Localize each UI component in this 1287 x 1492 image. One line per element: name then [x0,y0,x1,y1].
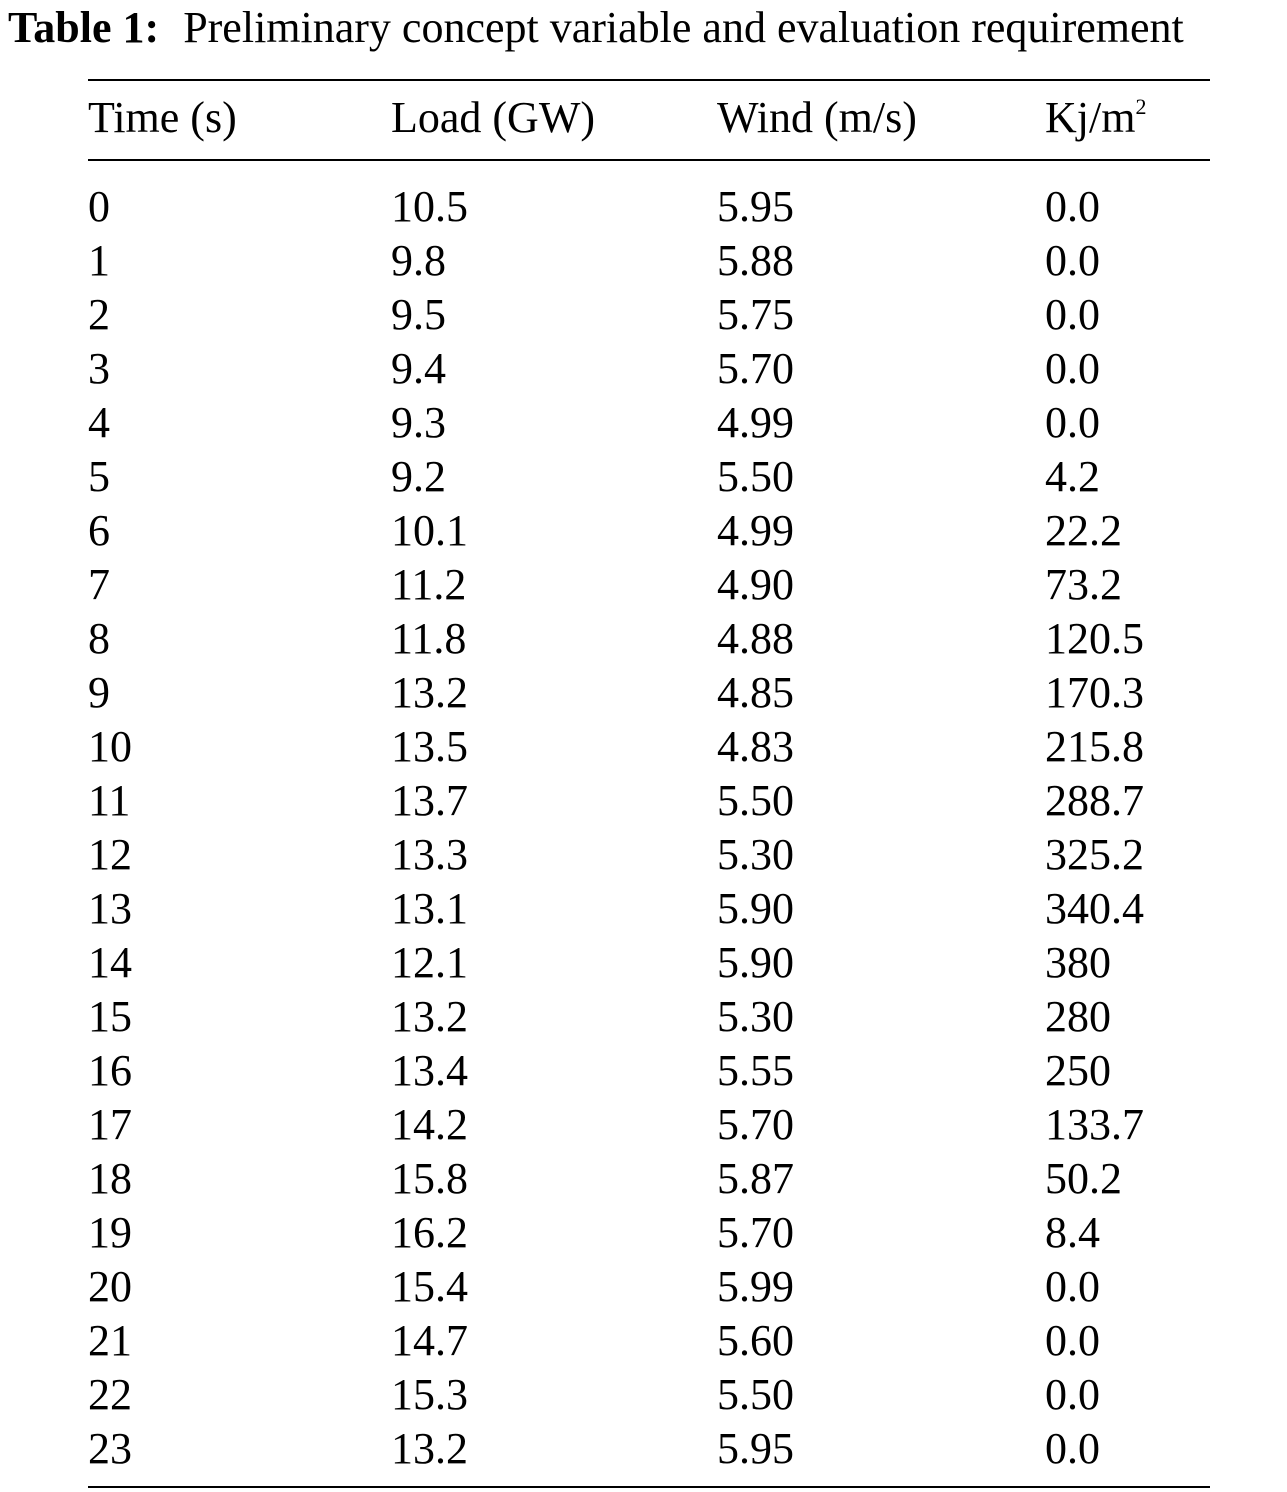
cell-energy: 288.7 [1045,776,1144,825]
cell-time: 10 [88,722,132,771]
table-top-rule [88,79,1210,81]
cell-energy: 340.4 [1045,884,1144,933]
table-row [0,720,1287,774]
cell-wind: 4.99 [717,398,794,447]
cell-energy: 215.8 [1045,722,1144,771]
table-bottom-rule [88,1486,1210,1488]
column-header-time [88,90,237,146]
table-row [0,882,1287,936]
cell-load: 12.1 [391,938,468,987]
cell-wind: 4.85 [717,668,794,717]
cell-wind: 4.88 [717,614,794,663]
cell-wind: 5.50 [717,452,794,501]
cell-time: 9 [88,668,110,717]
cell-load: 13.4 [391,1046,468,1095]
cell-time: 5 [88,452,110,501]
cell-time: 7 [88,560,110,609]
cell-energy: 120.5 [1045,614,1144,663]
cell-energy: 0.0 [1045,1424,1100,1473]
table-row [0,936,1287,990]
cell-load: 13.1 [391,884,468,933]
cell-time: 14 [88,938,132,987]
cell-time: 1 [88,236,110,285]
table-header-rule [88,159,1210,161]
cell-time: 12 [88,830,132,879]
cell-load: 13.2 [391,668,468,717]
table-row [0,774,1287,828]
cell-energy: 250 [1045,1046,1111,1095]
cell-load: 16.2 [391,1208,468,1257]
cell-wind: 5.90 [717,884,794,933]
cell-wind: 5.87 [717,1154,794,1203]
cell-load: 11.8 [391,614,467,663]
cell-energy: 4.2 [1045,452,1100,501]
table-row [0,396,1287,450]
table-row [0,288,1287,342]
cell-energy: 170.3 [1045,668,1144,717]
cell-load: 13.7 [391,776,468,825]
cell-time: 23 [88,1424,132,1473]
cell-energy: 380 [1045,938,1111,987]
cell-time: 20 [88,1262,132,1311]
column-header-time-text: Time (s) [88,93,237,142]
cell-load: 9.5 [391,290,446,339]
table-row [0,450,1287,504]
table-row [0,1206,1287,1260]
cell-wind: 5.30 [717,992,794,1041]
table-row [0,990,1287,1044]
cell-time: 0 [88,182,110,231]
cell-wind: 5.90 [717,938,794,987]
cell-time: 19 [88,1208,132,1257]
table-row [0,180,1287,234]
table-caption [8,0,1184,56]
cell-time: 16 [88,1046,132,1095]
column-header-load-text: Load (GW) [391,93,596,142]
cell-wind: 5.95 [717,182,794,231]
table-row [0,828,1287,882]
cell-load: 13.5 [391,722,468,771]
table-row [0,342,1287,396]
table-row [0,1368,1287,1422]
cell-wind: 5.95 [717,1424,794,1473]
cell-time: 11 [88,776,131,825]
cell-load: 9.3 [391,398,446,447]
table-row [0,504,1287,558]
cell-time: 22 [88,1370,132,1419]
cell-time: 8 [88,614,110,663]
cell-time: 15 [88,992,132,1041]
column-header-wind-text: Wind (m/s) [717,93,917,142]
cell-load: 13.3 [391,830,468,879]
table-row [0,612,1287,666]
cell-wind: 4.99 [717,506,794,555]
cell-time: 2 [88,290,110,339]
table-row [0,666,1287,720]
cell-energy: 0.0 [1045,1370,1100,1419]
cell-wind: 5.70 [717,1100,794,1149]
cell-wind: 5.55 [717,1046,794,1095]
cell-wind: 5.50 [717,1370,794,1419]
table-row [0,1260,1287,1314]
cell-energy: 0.0 [1045,398,1100,447]
cell-wind: 5.70 [717,1208,794,1257]
cell-wind: 5.30 [717,830,794,879]
column-header-energy [1045,90,1146,146]
column-header-energy-superscript: 2 [1135,94,1147,119]
column-header-load [391,90,595,146]
cell-energy: 0.0 [1045,344,1100,393]
cell-wind: 5.75 [717,290,794,339]
table-caption-text: Preliminary concept variable and evaluation requirement [183,3,1184,52]
cell-energy: 73.2 [1045,560,1122,609]
cell-load: 15.4 [391,1262,468,1311]
table-row [0,1098,1287,1152]
cell-load: 13.2 [391,992,468,1041]
cell-wind: 4.90 [717,560,794,609]
cell-energy: 325.2 [1045,830,1144,879]
table-body [0,180,1287,1476]
cell-wind: 5.88 [717,236,794,285]
table-row [0,1422,1287,1476]
table-row [0,1314,1287,1368]
cell-time: 21 [88,1316,132,1365]
cell-energy: 133.7 [1045,1100,1144,1149]
cell-load: 9.2 [391,452,446,501]
cell-wind: 5.99 [717,1262,794,1311]
cell-load: 14.7 [391,1316,468,1365]
cell-load: 10.5 [391,182,468,231]
cell-energy: 0.0 [1045,236,1100,285]
cell-load: 9.4 [391,344,446,393]
cell-time: 17 [88,1100,132,1149]
column-header-wind [717,90,917,146]
cell-wind: 5.60 [717,1316,794,1365]
cell-load: 15.3 [391,1370,468,1419]
column-header-energy-text: Kj/m [1045,93,1136,142]
cell-load: 9.8 [391,236,446,285]
cell-load: 10.1 [391,506,468,555]
cell-time: 6 [88,506,110,555]
cell-energy: 0.0 [1045,1262,1100,1311]
table-row [0,234,1287,288]
cell-energy: 280 [1045,992,1111,1041]
cell-energy: 0.0 [1045,1316,1100,1365]
cell-energy: 0.0 [1045,182,1100,231]
cell-wind: 5.50 [717,776,794,825]
cell-load: 14.2 [391,1100,468,1149]
cell-wind: 5.70 [717,344,794,393]
table-row [0,1152,1287,1206]
table-caption-label: Table 1: [8,3,160,52]
cell-time: 3 [88,344,110,393]
cell-time: 4 [88,398,110,447]
cell-load: 11.2 [391,560,467,609]
cell-energy: 8.4 [1045,1208,1100,1257]
table-row [0,558,1287,612]
table-row [0,1044,1287,1098]
cell-energy: 50.2 [1045,1154,1122,1203]
table-header-row [0,90,1287,146]
cell-wind: 4.83 [717,722,794,771]
cell-energy: 22.2 [1045,506,1122,555]
cell-energy: 0.0 [1045,290,1100,339]
cell-load: 13.2 [391,1424,468,1473]
cell-time: 13 [88,884,132,933]
cell-time: 18 [88,1154,132,1203]
cell-load: 15.8 [391,1154,468,1203]
